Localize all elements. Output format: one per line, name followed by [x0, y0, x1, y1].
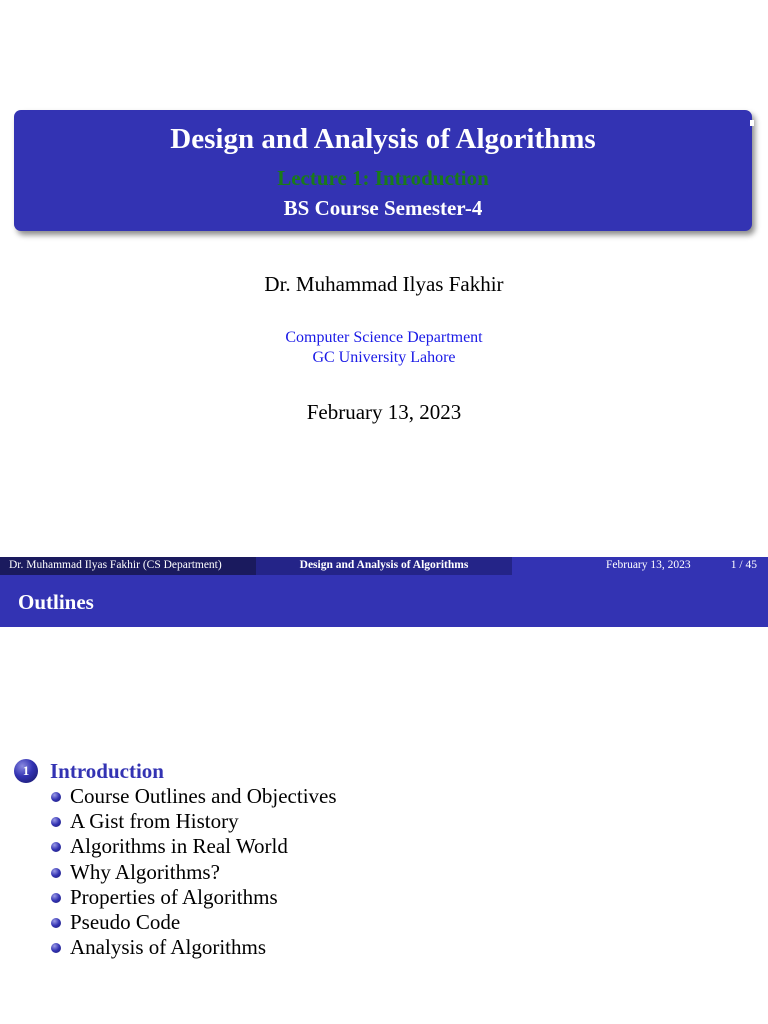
section-number-ball-icon: 1: [14, 759, 38, 783]
subsection-label: Course Outlines and Objectives: [70, 784, 337, 808]
presentation-date: February 13, 2023: [306, 400, 462, 424]
section-title[interactable]: Introduction: [50, 759, 164, 783]
footline-info-box: [512, 557, 768, 575]
author-name: Dr. Muhammad Ilyas Fakhir: [264, 272, 504, 296]
subsection-item[interactable]: [50, 809, 337, 834]
subsection-item[interactable]: [50, 910, 337, 935]
frame-title: Outlines: [18, 590, 94, 614]
subsection-label: Algorithms in Real World: [70, 834, 288, 859]
presentation-subtitle: Lecture 1: Introduction: [277, 166, 489, 190]
subsection-label: Analysis of Algorithms: [70, 935, 267, 960]
page-number: 1 / 45: [730, 559, 757, 571]
footline-author: Dr. Muhammad Ilyas Fakhir (CS Department): [9, 559, 222, 571]
title-block: [14, 110, 752, 231]
footline-date: February 13, 2023: [606, 559, 691, 571]
bullet-icon: [51, 943, 61, 953]
subsection-label: Pseudo Code: [70, 909, 181, 934]
course-label: BS Course Semester-4: [283, 196, 483, 220]
navigation-marker-icon: [750, 120, 754, 126]
subsection-label: A Gist from History: [70, 809, 239, 834]
bullet-icon: [51, 792, 61, 802]
institute-university: GC University Lahore: [312, 349, 456, 366]
bullet-icon: [51, 893, 61, 903]
institute-department: Computer Science Department: [285, 329, 483, 346]
subsection-item[interactable]: [50, 935, 337, 960]
subsection-item[interactable]: [50, 885, 337, 910]
frame-title-bar: [0, 575, 768, 627]
footline-author-box: [0, 557, 256, 575]
footline-title-box: [256, 557, 512, 575]
footline: [0, 557, 768, 575]
subsection-item[interactable]: [50, 834, 337, 859]
subsection-item[interactable]: [50, 860, 337, 885]
bullet-icon: [51, 918, 61, 928]
subsection-label: Why Algorithms?: [70, 859, 220, 884]
subsection-list: [50, 784, 337, 960]
footline-title: Design and Analysis of Algorithms: [299, 559, 469, 571]
bullet-icon: [51, 842, 61, 852]
bullet-icon: [51, 868, 61, 878]
subsection-item[interactable]: [50, 784, 337, 809]
presentation-title: Design and Analysis of Algorithms: [170, 123, 596, 155]
subsection-label: Properties of Algorithms: [70, 884, 278, 909]
bullet-icon: [51, 817, 61, 827]
